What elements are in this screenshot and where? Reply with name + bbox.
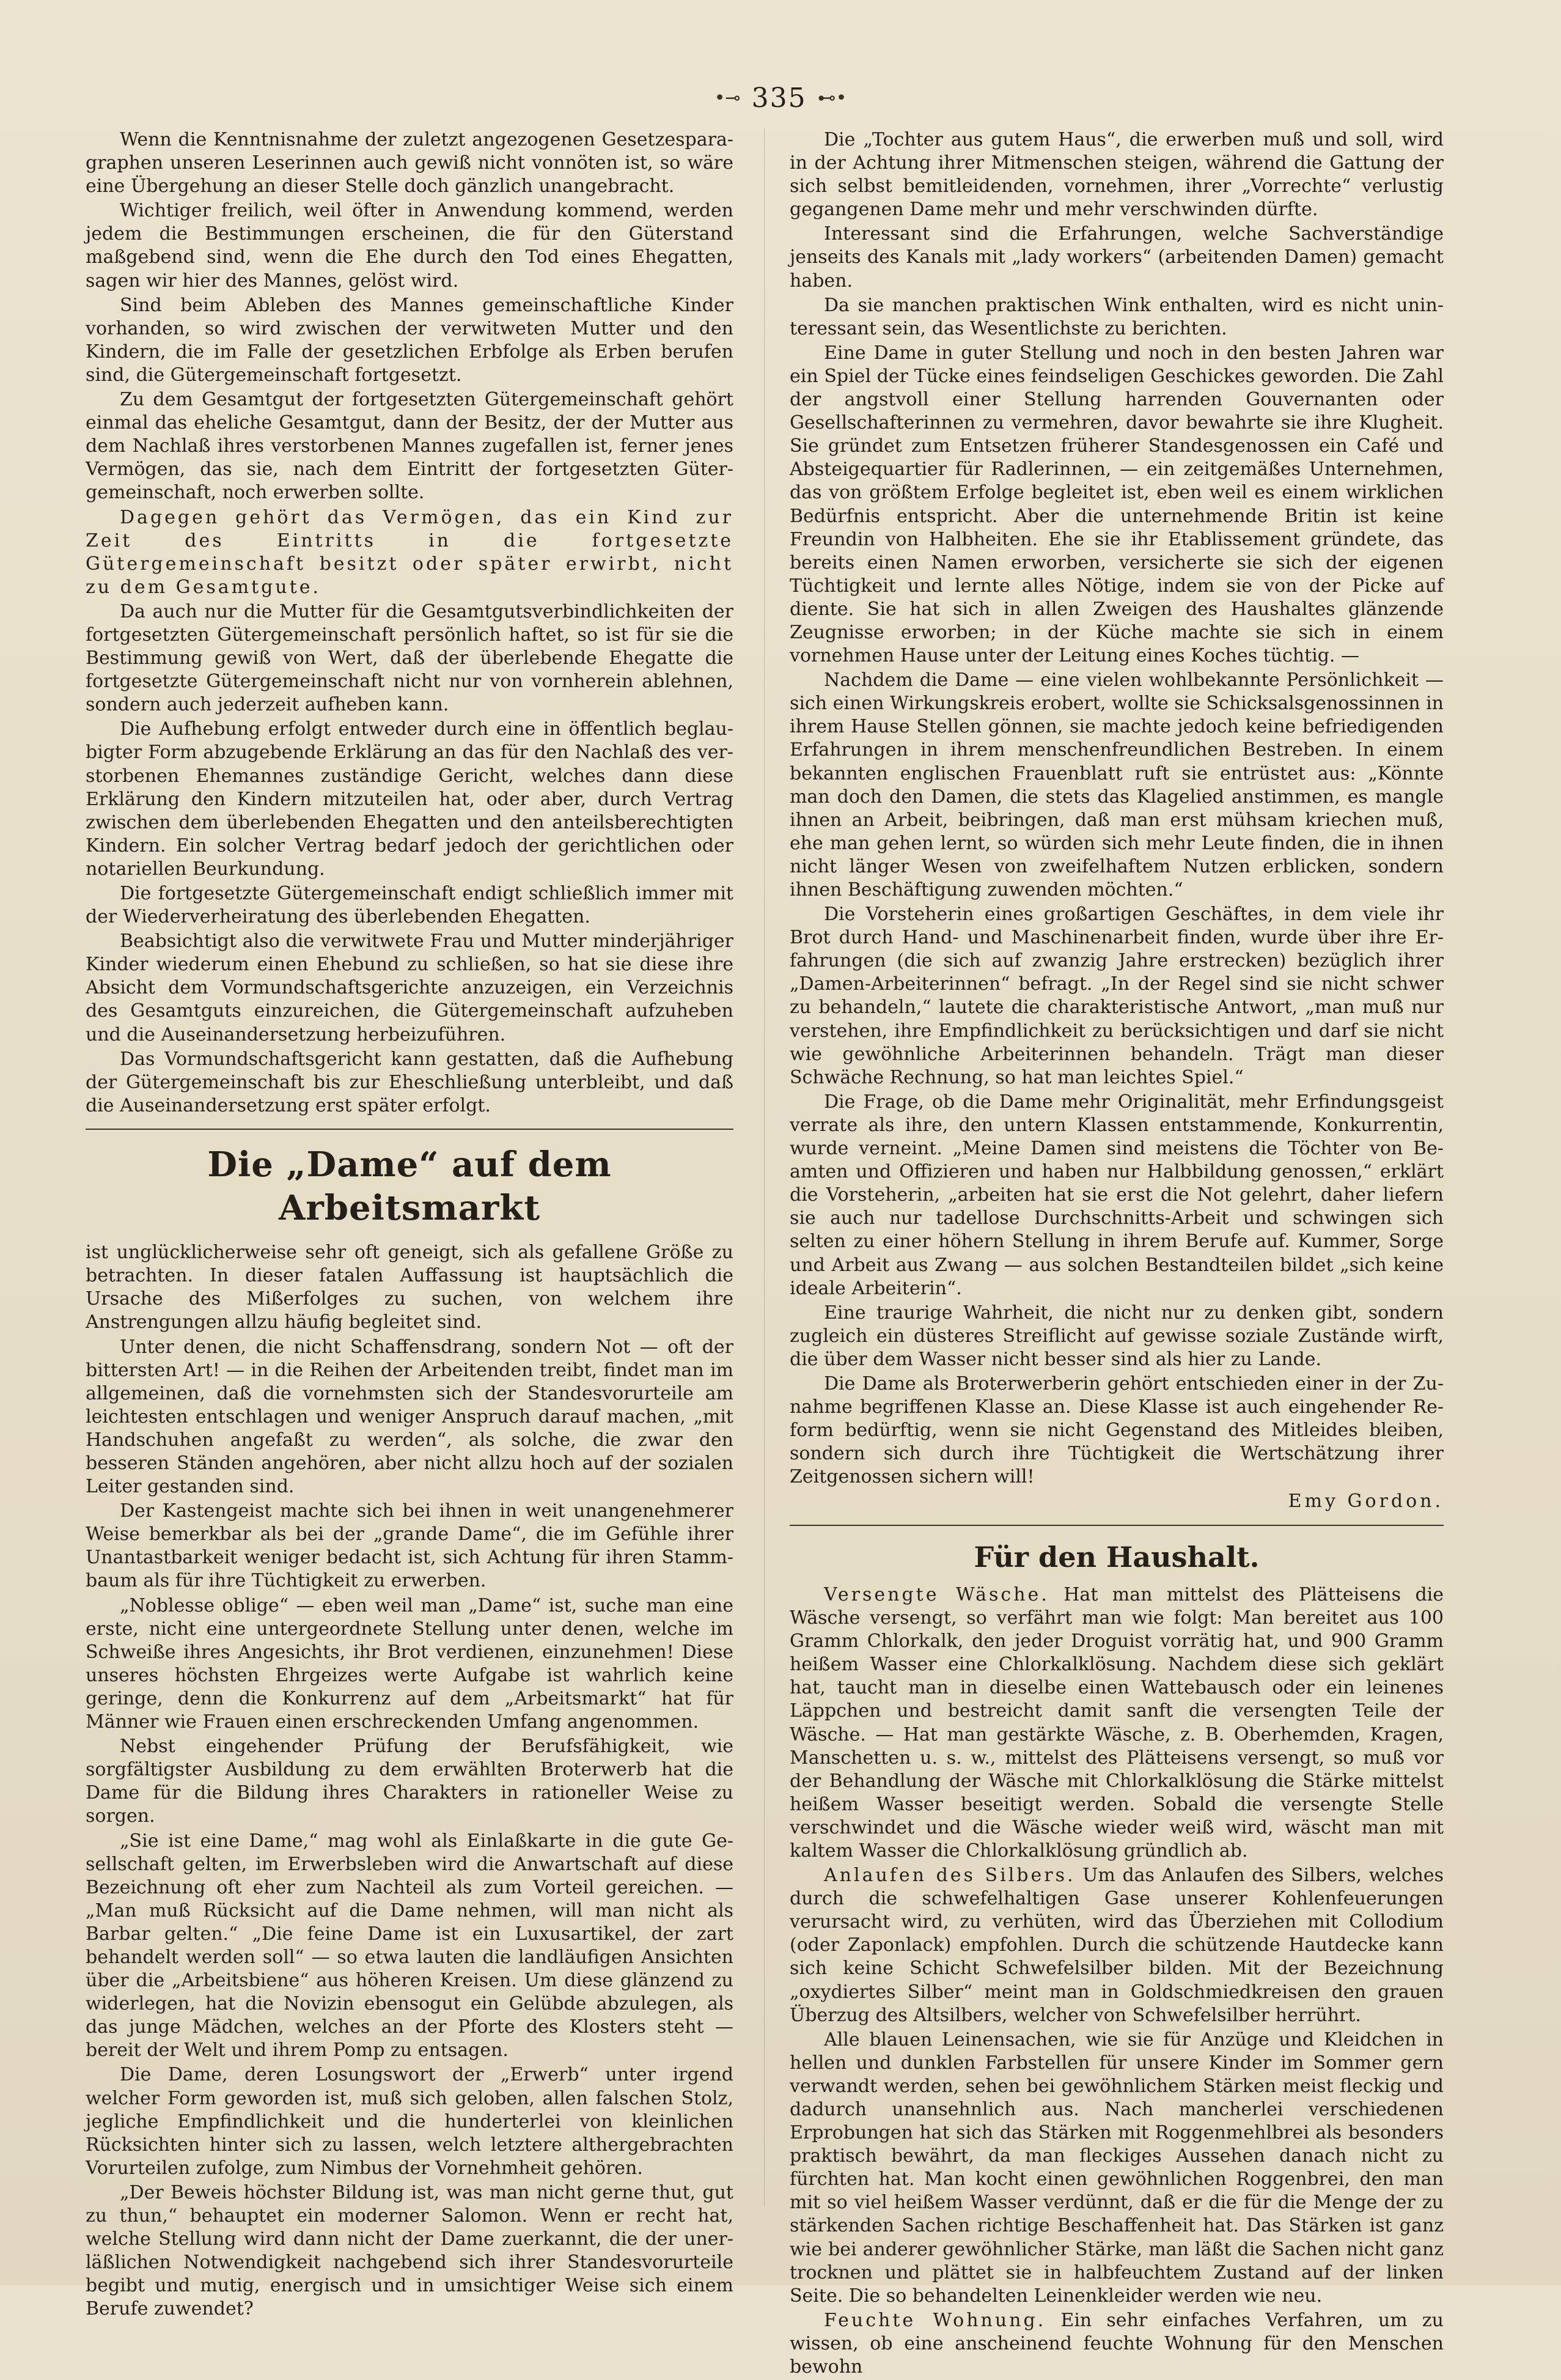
- paragraph: Beabsichtigt also die verwitwete Frau und Mutter minderjähriger Kinder wiederum einen Ehebund zu schließen, so hat sie diese ihre Absicht dem Vormundschaftsgerichte anzuzeigen, ein Verzeichnis des Gesamtguts einzureichen, die Gütergemeinschaft aufzuheben und die Auseinandersetzung herbeizuführen.: [86, 930, 733, 1045]
- paragraph: „Sie ist eine Dame,“ mag wohl als Einlaßkarte in die gute Gesellschaft gelten, im Erwerbsleben wird die Anwartschaft auf diese Bezeichnung oft eher zum Nachteil als zum Vorteil gereichen. — „Man muß Rücksicht auf die Dame nehmen, will man nicht als Barbar gelten.“ „Die feine Dame ist ein Luxusartikel, der zart behandelt werden soll“ — so etwa lauten die landläufigen Ansichten über die „Arbeitsbiene“ aus höheren Kreisen. Um diese glänzend zu widerlegen, hat die Novizin ebensogut ein Gelübde abzulegen, als das junge Mädchen, welches an der Pforte des Klosters steht — bereit der Welt und ihrem Pomp zu entsagen.: [86, 1830, 733, 2061]
- tip-text: Alle blauen Leinensachen, wie sie für Anzüge und Kleidchen in hellen und dunklen Farbstellen für unsere Kinder im Sommer gern verwandt werden, sehen bei gewöhnlichem Stärken meist fleckig und dadurch unansehnlich aus. Nach mancherlei verschiedenen Erprobungen hat sich das Stärken mit Roggenmehlbrei als besonders praktisch bewährt, da man fleckiges Aussehen danach nicht zu fürchten hat. Man kocht einen gewöhnlichen Roggenbrei, den man mit so viel heißem Wasser verdünnt, daß er die für die Menge der zu stärkenden Sachen richtige Beschaffenheit hat. Das Stärken ist ganz wie bei anderer gewöhnlicher Stärke, man läßt die Sachen nicht ganz trocknen und plättet sie in halbfeuchtem Zustand auf der linken Seite. Die so behandelten Leinenkleider werden wie neu.: [790, 2028, 1444, 2307]
- paragraph: Die Vorsteherin eines großartigen Geschäftes, in dem viele ihr Brot durch Hand- und Maschinenarbeit finden, wurde über ihre Erfahrungen (die sich auf zwanzig Jahre erstrecken) bezüglich ihrer „Damen-Arbeiterinnen“ befragt. „In der Regel sind sie nicht schwer zu behandeln,“ lautete die charakteristische Antwort, „man muß nur verstehen, ihre Empfindlichkeit zu berücksichtigen und darf sie nicht wie gewöhnliche Arbeiterinnen behandeln. Trägt man dieser Schwäche Rechnung, so hat man leichtes Spiel.“: [790, 904, 1444, 1088]
- paragraph: Nebst eingehender Prüfung der Berufsfähigkeit, wie sorgfältigster Ausbildung zu dem erwählten Broterwerb hat die Dame für die Bildung ihres Charakters in rationeller Weise zu sorgen.: [86, 1736, 733, 1827]
- author-signature: [790, 1490, 1444, 1513]
- author-name: Emy Gordon.: [1288, 1490, 1444, 1512]
- section-title: Für den Haushalt.: [974, 1540, 1260, 1574]
- right-column: [790, 128, 1444, 2380]
- tip-lead: Versengte Wäsche.: [824, 1583, 1049, 1605]
- section-divider: [790, 1525, 1444, 1526]
- ornament-left-icon: •⊸: [714, 87, 741, 109]
- ornament-right-icon: ⊷•: [817, 87, 847, 109]
- paragraph: Das Vormundschaftsgericht kann gestatten, daß die Aufhebung der Gütergemeinschaft bis zur Eheschließung unterbleibt, und daß die Auseinandersetzung erst später erfolgt.: [86, 1048, 733, 1116]
- section-divider: [86, 1129, 733, 1130]
- paragraph: Die Dame als Broterwerberin gehört entschieden einer in der Zunahme begriffenen Klasse an. Diese Klasse ist auch eingehender Reform bedürftig, wenn sie nicht Gegenstand des Mitleides bleiben, sondern sich durch ihre Tüchtigkeit die Wertschätzung ihrer Zeitgenossen sichern will!: [790, 1372, 1444, 1488]
- paragraph: Die Dame, deren Losungswort der „Erwerb“ unter irgend welcher Form geworden ist, muß sich geloben, allen falschen Stolz, jegliche Empfindlichkeit und die hunderterlei von kleinlichen Rücksichten hinter sich zu lassen, welch letztere althergebrachten Vorurteilen zufolge, zum Nimbus der Vornehmheit gehören.: [86, 2064, 733, 2179]
- paragraph: Da sie manchen praktischen Wink enthalten, wird es nicht uninteressant sein, das Wesentlichste zu berichten.: [790, 294, 1444, 339]
- paragraph: Wenn die Kenntnisnahme der zuletzt angezogenen Gesetzesparagraphen unseren Leserinnen auch gewiß nicht vonnöten ist, so wäre eine Übergehung an dieser Stelle doch gänzlich unangebracht.: [86, 129, 733, 197]
- paragraph: Die „Tochter aus gutem Haus“, die erwerben muß und soll, wird in der Achtung ihrer Mitmenschen steigen, während die Gattung der sich selbst bemitleidenden, vornehmen, ihrer „Vorrechte“ verlustig gegangenen Dame mehr und mehr verschwinden dürfte.: [790, 129, 1444, 221]
- paragraph: Eine traurige Wahrheit, die nicht nur zu denken gibt, sondern zugleich ein düsteres Streiflicht auf gewisse soziale Zustände wirft, die über dem Wasser nicht besser sind als hier zu Lande.: [790, 1302, 1444, 1370]
- paragraph: Die Aufhebung erfolgt entweder durch eine in öffentlich beglaubigter Form abzugebende Erklärung an das für den Nachlaß des verstorbenen Ehemannes zuständige Gericht, welches dann diese Erklärung den Kindern mitzuteilen hat, oder aber, durch Vertrag zwischen dem überlebenden Ehegatten und den anteilsberechtigten Kindern. Ein solcher Vertrag bedarf jedoch der gerichtlichen oder notariellen Beurkundung.: [86, 718, 733, 880]
- tip-paragraph: [790, 1583, 1444, 1863]
- tip-text: Ein sehr einfaches Verfahren, um zu wissen, ob eine anscheinend feuchte Wohnung für den Menschen bewohn: [790, 2309, 1444, 2378]
- tip-paragraph: [790, 2028, 1444, 2308]
- paragraph: Zu dem Gesamtgut der fortgesetzten Gütergemeinschaft gehört einmal das eheliche Gesamtgut, dann der Besitz, der der Mutter aus dem Nachlaß ihres verstorbenen Mannes zugefallen ist, ferner jenes Vermögen, das sie, nach dem Eintritt der fortgesetzten Gütergemeinschaft, noch erwerben sollte.: [86, 389, 733, 504]
- paragraph: Interessant sind die Erfahrungen, welche Sachverständige jenseits des Kanals mit „lady workers“ (arbeitenden Damen) gemacht haben.: [790, 223, 1444, 292]
- page-header: [0, 73, 1561, 122]
- article-title: Die „Dame“ auf dem Arbeitsmarkt: [207, 1144, 612, 1229]
- paragraph: Eine Dame in guter Stellung und noch in den besten Jahren war ein Spiel der Tücke eines feindseligen Geschickes geworden. Die Zahl der angstvoll einer Stellung harrenden Gouvernanten oder Gesellschafterinnen zu vermehren, davor bewahrte sie ihre Klugheit. Sie gründet zum Entsetzen früherer Standesgenossen ein Café und Absteigequartier für Radlerinnen, — ein zeitgemäßes Unternehmen, das von größtem Erfolge begleitet ist, eben weil es einem wirklichen Bedürfnis entspricht. Aber die unternehmende Britin ist keine Freundin von Halbheiten. Ehe sie ihr Etablissement gründete, das bereits einen Namen erworben, versicherte sie sich der eigenen Tüchtigkeit und lernte alles Nötige, indem sie von der Picke auf diente. Sie hat sich in allen Zweigen des Haushaltes glänzende Zeugnisse erworben; in der Küche machte sie sich in einem vornehmen Hause unter der Leitung eines Koches tüchtig. —: [790, 342, 1444, 667]
- paragraph: Da auch nur die Mutter für die Gesamtgutsverbindlichkeiten der fortgesetzten Gütergemeinschaft persönlich haftet, so ist für sie die Bestimmung gewiß von Wert, daß der überlebende Ehegatte die fortgesetzte Gütergemeinschaft nicht nur von vornherein ablehnen, sondern auch jederzeit aufheben kann.: [86, 600, 733, 716]
- paragraph: „Der Beweis höchster Bildung ist, was man nicht gerne thut, gut zu thun,“ behauptet ein moderner Salomon. Wenn er recht hat, welche Stellung wird dann nicht der Dame zuerkannt, die der unerläßlichen Notwendigkeit nachgebend sich ihrer Standesvorurteile begibt und mutig, energisch und in umsichtiger Weise sich einem Berufe zuwendet?: [86, 2181, 733, 2320]
- tip-paragraph: [790, 2309, 1444, 2379]
- paragraph: ist unglücklicherweise sehr oft geneigt, sich als gefallene Größe zu betrachten. In dieser fatalen Auffassung ist hauptsächlich die Ursache des Mißerfolges zu suchen, von welchem ihre Anstrengungen allzu häufig begleitet sind.: [86, 1242, 733, 1333]
- tip-lead: Feuchte Wohnung.: [824, 2309, 1046, 2331]
- tip-paragraph: [790, 1864, 1444, 2027]
- tip-lead: Anlaufen des Silbers.: [824, 1865, 1076, 1887]
- paragraph: Sind beim Ableben des Mannes gemeinschaftliche Kinder vorhanden, so wird zwischen der verwitweten Mutter und den Kindern, die im Falle der gesetzlichen Erbfolge als Erben berufen sind, die Gütergemeinschaft fortgesetzt.: [86, 294, 733, 386]
- paragraph: Der Kastengeist machte sich bei ihnen in weit unangenehmerer Weise bemerkbar als bei der „grande Dame“, die im Gefühle ihrer Unantastbarkeit weniger bedacht ist, sich Achtung für ihren Stammbaum als für ihre Tüchtigkeit zu erwerben.: [86, 1500, 733, 1592]
- paragraph: Die Frage, ob die Dame mehr Originalität, mehr Erfindungsgeist verrate als ihre, den untern Klassen entstammende, Konkurrentin, wurde verneint. „Meine Damen sind meistens die Töchter von Beamten und Offizieren und haben nur Halbbildung genossen,“ erklärt die Vorsteherin, „arbeiten hat sie erst die Not gelehrt, daher liefern sie auch nur tadellose Durchschnitts-Arbeit und schwingen sich selten zu einer höhern Stellung in ihrem Berufe auf. Kummer, Sorge und Arbeit aus Zwang — aus solchen Bestandteilen bildet „sich keine ideale Arbeiterin“.: [790, 1091, 1444, 1299]
- paragraph: Unter denen, die nicht Schaffensdrang, sondern Not — oft der bittersten Art! — in die Reihen der Arbeitenden treibt, findet man im allgemeinen, daß die vornehmsten sich der Standesvorurteile am leichtesten entschlagen und weniger Anspruch darauf machen, „mit Handschuhen angefaßt zu werden“, als solche, die zwar den besseren Ständen angehören, aber nicht allzu hoch auf der sozialen Leiter gestanden sind.: [86, 1336, 733, 1498]
- column-divider: [764, 128, 765, 2207]
- paragraph: „Noblesse oblige“ — eben weil man „Dame“ ist, suche man eine erste, nicht eine untergeordnete Stellung unter denen, welche im Schweiße ihres Angesichts, ihr Brot verdienen, einzunehmen! Diese unseres höchsten Ehrgeizes werte Aufgabe ist wahrlich keine geringe, denn die Konkurrenz auf dem „Arbeitsmarkt“ hat für Männer wie Frauen einen erschreckenden Umfang angenommen.: [86, 1594, 733, 1733]
- paragraph: Nachdem die Dame — eine vielen wohlbekannte Persönlichkeit — sich einen Wirkungskreis erobert, wollte sie Schicksalsgenossinnen in ihrem Hause Stellen gönnen, sie machte jedoch keine befriedigenden Erfahrungen in ihrem menschenfreundlichen Bestreben. In einem bekannten englischen Frauenblatt ruft sie entrüstet aus: „Könnte man doch den Damen, die stets das Klagelied anstimmen, es mangle ihnen an Arbeit, beibringen, daß man erst mühsam kriechen muß, ehe man gehen lernt, so würden sich mehr Leute finden, die in ihnen nicht länger Wesen von zweifelhaftem Nutzen erblicken, sondern ihnen Beschäftigung zuwenden möchten.“: [790, 669, 1444, 901]
- paragraph: Wichtiger freilich, weil öfter in Anwendung kommend, werden jedem die Bestimmungen erscheinen, die für den Güterstand maßgebend sind, wenn die Ehe durch den Tod eines Ehegatten, sagen wir hier des Mannes, gelöst wird.: [86, 200, 733, 292]
- paragraph: Dagegen gehört das Vermögen, das ein Kind zur Zeit des Eintritts in die fortgesetzte Gütergemeinschaft besitzt oder später erwirbt, nicht zu dem Gesamtgute.: [86, 506, 733, 598]
- page-number: 335: [751, 82, 807, 114]
- tip-text: Hat man mittelst des Plätteisens die Wäsche versengt, so verfährt man wie folgt: Man bereitet aus 100 Gramm Chlorkalk, den jeder Droguist vorrätig hat, und 900 Gramm heißem Wasser eine Chlorkalklösung. Nachdem diese sich geklärt hat, taucht man in dieselbe einen Wattebausch oder ein leinenes Läppchen und bestreicht damit sanft die versengten Teile der Wäsche. — Hat man gestärkte Wäsche, z. B. Oberhemden, Kragen, Manschetten u. s. w., mittelst des Plätteisens versengt, so muß vor der Behandlung der Wäsche mit Chlorkalklösung die Stärke mittelst heißem Wasser beseitigt werden. Sobald die versengte Stelle verschwindet und die Wäsche wieder weiß wird, wäscht man mit kaltem Wasser die Chlorkalklösung gründlich ab.: [790, 1583, 1444, 1862]
- paragraph: Die fortgesetzte Gütergemeinschaft endigt schließlich immer mit der Wiederverheiratung des überlebenden Ehegatten.: [86, 883, 733, 928]
- tip-text: Um das Anlaufen des Silbers, welches durch die schwefelhaltigen Gase unserer Kohlenfeuerungen verursacht wird, zu verhüten, wird das Überziehen mit Collodium (oder Zaponlack) empfohlen. Durch die schützende Hautdecke kann sich keine Schicht Schwefelsilber bilden. Mit der Bezeichnung „oxydiertes Silber“ meint man in Goldschmiedkreisen den grauen Überzug des Altsilbers, welcher von Schwefelsilber herrührt.: [790, 1865, 1444, 2026]
- left-column: [86, 128, 733, 2322]
